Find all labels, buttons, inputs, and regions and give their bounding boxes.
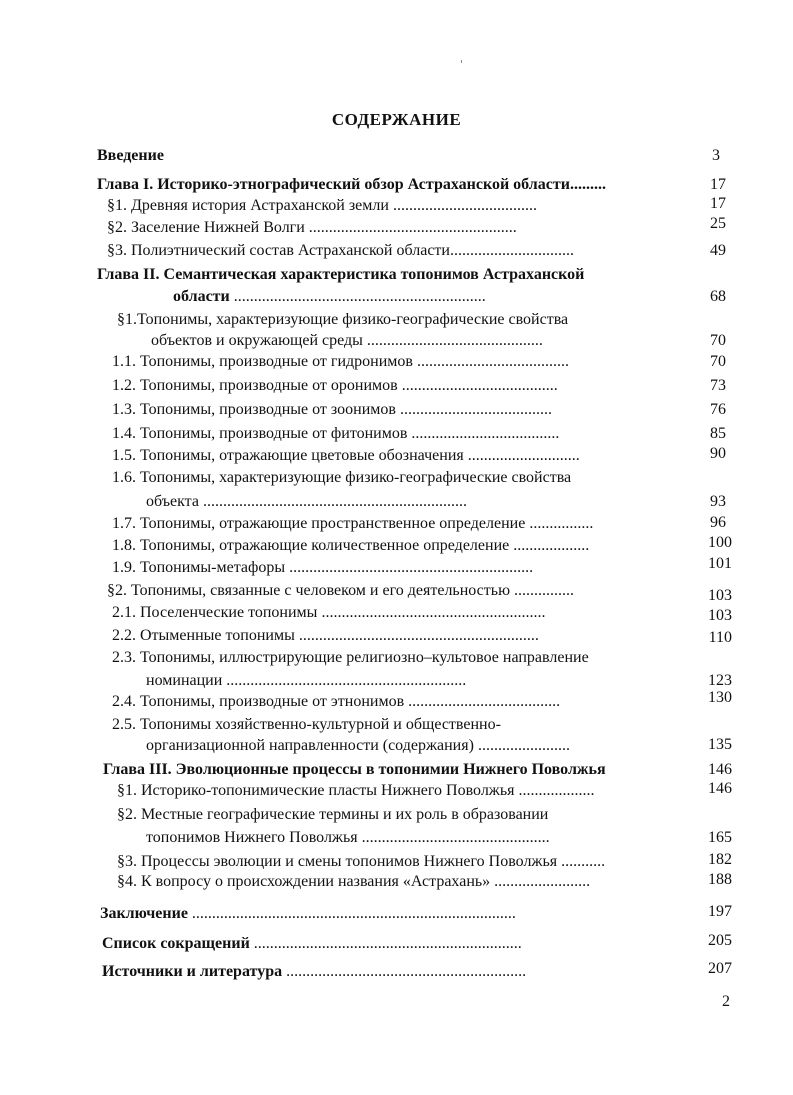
- toc-entry-text: §1. Историко-топонимические пласты Нижнего Поволжья: [117, 782, 515, 799]
- toc-page-number: 100: [708, 534, 732, 551]
- toc-leader: ....................................: [392, 197, 537, 214]
- toc-entry[interactable]: [112, 536, 589, 556]
- toc-entry-chapter-2[interactable]: [97, 265, 584, 285]
- toc-page-number: 49: [710, 242, 726, 259]
- toc-entry-text: объектов и окружающей среды: [151, 332, 363, 349]
- toc-entry-chapter-2-cont[interactable]: [173, 287, 486, 307]
- toc-leader: ...................................................................: [253, 935, 522, 952]
- toc-page-number: 146: [708, 780, 732, 797]
- toc-page-number: 103: [708, 587, 732, 604]
- toc-leader: ........................: [494, 873, 591, 890]
- toc-page-number: 17: [710, 195, 726, 212]
- toc-entry-cont[interactable]: [146, 828, 550, 848]
- toc-entry[interactable]: [117, 781, 595, 801]
- toc-entry-text: Введение: [97, 147, 164, 164]
- toc-entry-text: организационной направленности (содержания): [146, 737, 474, 754]
- toc-page-number: 93: [710, 493, 726, 510]
- toc-leader: ............................................................: [226, 672, 467, 689]
- toc-leader: ............................................................: [286, 963, 527, 980]
- toc-entry-text: 1.1. Топонимы, производные от гидронимов: [112, 353, 413, 370]
- toc-page-number: 188: [708, 871, 732, 888]
- toc-leader: ...............................................: [361, 829, 550, 846]
- toc-entry[interactable]: [112, 424, 559, 444]
- toc-page-number: 165: [708, 829, 732, 846]
- toc-leader: .......................: [477, 737, 570, 754]
- toc-entry-text: 2.5. Топонимы хозяйственно-культурной и общественно-: [112, 716, 501, 733]
- toc-leader: ................: [529, 515, 594, 532]
- toc-entry[interactable]: [107, 241, 574, 261]
- toc-entry[interactable]: [117, 872, 590, 892]
- toc-leader: ...............: [514, 582, 575, 599]
- toc-page-number: 135: [708, 736, 732, 753]
- toc-entry-text: 1.2. Топонимы, производные от оронимов: [112, 377, 398, 394]
- toc-leader: ...................: [518, 782, 595, 799]
- toc-leader: ............................: [467, 447, 580, 464]
- toc-entry[interactable]: [112, 603, 545, 623]
- toc-entry-text: §2. Топонимы, связанные с человеком и его деятельностью: [107, 582, 511, 599]
- toc-entry-text: 1.6. Топонимы, характеризующие физико-географические свойства: [112, 469, 572, 486]
- toc-page-number: 182: [708, 851, 732, 868]
- toc-entry[interactable]: [112, 446, 580, 466]
- toc-entry[interactable]: [117, 310, 568, 330]
- toc-entry-text: Глава II. Семантическая характеристика топонимов Астраханской: [97, 266, 585, 283]
- toc-page-number: 3: [712, 147, 720, 164]
- page-title: СОДЕРЖАНИЕ: [331, 110, 462, 129]
- toc-page-number: 96: [710, 514, 726, 531]
- toc-entry-introduction[interactable]: [97, 146, 164, 166]
- toc-entry-cont[interactable]: [151, 331, 543, 351]
- toc-page-number: 103: [708, 607, 732, 624]
- toc-leader: ...............................: [449, 242, 574, 259]
- toc-entry-conclusion[interactable]: [100, 904, 516, 924]
- toc-page-number: 17: [710, 176, 726, 193]
- toc-leader: ...........: [561, 853, 606, 870]
- toc-entry-text: §2. Заселение Нижней Волги: [107, 219, 305, 236]
- toc-entry-text: §3. Полиэтнический состав Астраханской области: [107, 242, 450, 259]
- toc-page-number: 70: [710, 332, 726, 349]
- toc-entry-text: Глава III. Эволюционные процессы в топонимии Нижнего Поволжья: [103, 761, 606, 778]
- page-number: 2: [722, 993, 730, 1010]
- toc-leader: ......................................: [416, 353, 569, 370]
- toc-page-number: 130: [708, 689, 732, 706]
- toc-entry-text: 1.4. Топонимы, производные от фитонимов: [112, 425, 408, 442]
- toc-entry-cont[interactable]: [146, 736, 570, 756]
- toc-entry[interactable]: [112, 626, 539, 646]
- toc-leader: ....................................................: [308, 219, 517, 236]
- toc-leader: ..................................................................: [202, 493, 467, 510]
- toc-entry-text: 1.7. Топонимы, отражающие пространственное определение: [112, 515, 526, 532]
- toc-entry[interactable]: [107, 218, 517, 238]
- toc-entry-abbreviations[interactable]: [102, 934, 522, 954]
- toc-entry-text: Источники и литература: [102, 963, 283, 980]
- toc-leader: ......................................: [399, 401, 552, 418]
- toc-leader: ............................................: [366, 332, 543, 349]
- toc-page-number: 68: [710, 288, 726, 305]
- toc-page-number: 73: [710, 377, 726, 394]
- toc-entry[interactable]: [112, 648, 589, 668]
- toc-leader: ........................................................: [321, 604, 546, 621]
- toc-entry-text: Глава I. Историко-этнографический обзор Астраханской области: [97, 176, 570, 193]
- toc-entry-text: 2.1. Поселенческие топонимы: [112, 604, 318, 621]
- toc-entry[interactable]: [117, 852, 605, 872]
- toc-page-number: 205: [708, 932, 732, 949]
- toc-entry-text: области: [173, 288, 230, 305]
- toc-entry-text: §3. Процессы эволюции и смены топонимов Нижнего Поволжья: [117, 853, 558, 870]
- toc-page-number: 146: [708, 761, 732, 778]
- toc-leader: ............................................................: [298, 627, 539, 644]
- toc-leader: .................................................................................: [191, 905, 516, 922]
- toc-entry[interactable]: [112, 468, 571, 488]
- toc-entry-text: топонимов Нижнего Поволжья: [146, 829, 358, 846]
- toc-page-number: 70: [710, 353, 726, 370]
- toc-leader: .............................................................: [289, 559, 534, 576]
- toc-leader: .........: [569, 176, 606, 193]
- toc-entry-text: 1.3. Топонимы, производные от зоонимов: [112, 401, 396, 418]
- toc-entry[interactable]: [112, 558, 533, 578]
- toc-leader: ...............................................................: [233, 288, 486, 305]
- toc-entry-chapter-1[interactable]: [97, 175, 606, 195]
- toc-page-number: 123: [708, 672, 732, 689]
- toc-leader: .....................................: [411, 425, 560, 442]
- toc-entry-text: 1.9. Топонимы-метафоры: [112, 559, 286, 576]
- toc-page-number: 110: [708, 629, 732, 646]
- toc-page-number: 76: [710, 401, 726, 418]
- toc-entry[interactable]: [112, 692, 560, 712]
- toc-entry-text: 2.4. Топонимы, производные от этнонимов: [112, 693, 405, 710]
- toc-entry-text: §2. Местные географические термины и их роль в образовании: [117, 806, 549, 823]
- toc-entry-sources[interactable]: [102, 962, 526, 982]
- toc-entry-text: §1. Древняя история Астраханской земли: [107, 197, 389, 214]
- toc-entry[interactable]: [107, 581, 574, 601]
- toc-entry-text: номинации: [146, 672, 223, 689]
- toc-page-number: 90: [710, 445, 726, 462]
- toc-entry-text: объекта: [146, 493, 199, 510]
- toc-entry[interactable]: [112, 514, 593, 534]
- toc-leader: ...................: [513, 537, 590, 554]
- toc-entry-chapter-3[interactable]: [103, 760, 606, 780]
- toc-entry-cont[interactable]: [146, 492, 467, 512]
- toc-page-number: 207: [708, 960, 732, 977]
- toc-entry-text: 2.2. Отыменные топонимы: [112, 627, 295, 644]
- toc-leader: .......................................: [401, 377, 558, 394]
- toc-entry[interactable]: [112, 376, 558, 396]
- toc-entry[interactable]: [112, 352, 569, 372]
- toc-page-number: 25: [710, 215, 726, 232]
- toc-entry[interactable]: [107, 196, 537, 216]
- toc-entry-text: §4. К вопросу о происхождении названия «Астрахань»: [117, 873, 491, 890]
- toc-entry[interactable]: [117, 805, 548, 825]
- toc-entry-cont[interactable]: [146, 671, 466, 691]
- toc-entry-text: Заключение: [100, 905, 188, 922]
- toc-entry-text: 1.8. Топонимы, отражающие количественное определение: [112, 537, 510, 554]
- toc-page-number: 85: [710, 425, 726, 442]
- toc-page-number: 101: [708, 555, 732, 572]
- toc-entry-text: Список сокращений: [102, 935, 250, 952]
- toc-entry[interactable]: [112, 400, 552, 420]
- toc-page-number: 197: [708, 903, 732, 920]
- toc-entry-text: 1.5. Топонимы, отражающие цветовые обозначения: [112, 447, 464, 464]
- toc-leader: ......................................: [408, 693, 561, 710]
- toc-entry[interactable]: [112, 715, 501, 735]
- toc-entry-text: §1.Топонимы, характеризующие физико-географические свойства: [117, 311, 569, 328]
- toc-entry-text: 2.3. Топонимы, иллюстрирующие религиозно–культовое направление: [112, 649, 589, 666]
